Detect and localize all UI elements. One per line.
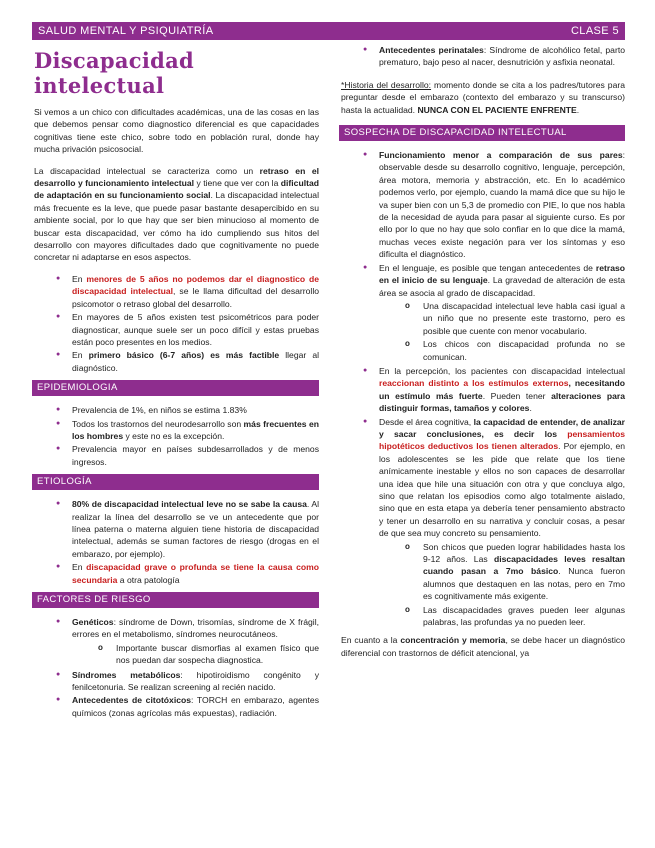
- list-item: ● En la percepción, los pacientes con discapacidad intelectual reaccionan distinto a los estímulos externos, necesitando un estímulo más fuerte. Pueden tener alteraciones para distinguir formas, tamaños y colores.: [379, 365, 625, 415]
- list-item: ● En el lenguaje, es posible que tengan antecedentes de retraso en el inicio de su lenguaje. La gravedad de alteración de esta área se asocia al grado de discapacidad. o Una discapacidad intelectual leve habla casi igual a un niño que no presente este trastorno, pero es posible que cuente con menor vocabulario. o Los chicos con discapacidad profunda no se comunican.: [379, 262, 625, 363]
- list-item: ● Prevalencia de 1%, en niños se estima 1.83%: [72, 404, 319, 416]
- sub-list-item: o Importante buscar dismorfias al examen físico que nos puedan dar sospecha diagnostica.: [116, 642, 319, 667]
- list-item: ● Prevalencia mayor en países subdesarrollados y de menos ingresos.: [72, 443, 319, 468]
- list-item: ● Síndromes metabólicos: hipotiroidismo congénito y fenilcetonuria. Se realizan screening al recién nacido.: [72, 669, 319, 694]
- list-item: ● 80% de discapacidad intelectual leve no se sabe la causa. Al realizar la línea del desarrollo se ve un antecedente que por línea paterna o materna alguien tiene historia de discapacidad intelectual, además se suman factores de riesgo (drogas en el embarazo, por ejemplo).: [72, 498, 319, 560]
- sub-list-item: o Las discapacidades graves pueden leer algunas palabras, las profundas ya no pueden leer.: [423, 604, 625, 629]
- perinatal-list: [341, 44, 625, 69]
- left-column: [34, 44, 319, 725]
- factores-list: [34, 616, 319, 719]
- sub-list-item: o Son chicos que pueden lograr habilidades hasta los 9-12 años. Las discapacidades leves resaltan cuando pasan a 7mo básico. Nunca fueron alumnos que destaquen en las notas, pero en 7mo es cognitivamente más exigente.: [423, 541, 625, 603]
- section-epidemiologia: EPIDEMIOLOGIA: [32, 380, 319, 396]
- section-sospecha: SOSPECHA DE DISCAPACIDAD INTELECTUAL: [339, 125, 625, 141]
- list-item: ● Genéticos: síndrome de Down, trisomías, síndrome de X frágil, errores en el metabolismo, síndromes neurocutáneos. o Importante buscar dismorfias al examen físico que nos puedan dar sospecha diagnostica.: [72, 616, 319, 667]
- list-item: ● En menores de 5 años no podemos dar el diagnostico de discapacidad intelectual, se le llama dificultad del desarrollo psicomotor o retraso global del desarrollo.: [72, 273, 319, 310]
- section-factores: FACTORES DE RIESGO: [32, 592, 319, 608]
- age-list: [34, 273, 319, 374]
- class-label: CLASE 5: [570, 25, 619, 37]
- etiologia-list: [34, 498, 319, 586]
- list-item: ● Desde el área cognitiva, la capacidad de entender, de analizar y sacar conclusiones, es decir los pensamientos hipotéticos deductivos los tienen alterados. Por ejemplo, en los adolescentes se les pide que relate que los tiene anímicamente inestable y ellos no son capaces de desarrollar una idea que hile una situación con otra y que concluya algo, sino que relatan los episodios como algo totalmente aislado, sino que en esta etapa ya debería tener pensamiento abstracto y tener un desarrollo en su narrativa y concluir cosas, a pesar de que sea muy concreto su pensamiento. o Son chicos que pueden lograr habilidades hasta los 9-12 años. Las discapacidades leves resaltan cuando pasan a 7mo básico. Nunca fueron alumnos que destaquen en las notas, pero en 7mo es cognitivamente más exigente. o Las discapacidades graves pueden leer algunas palabras, las profundas ya no pueden leer.: [379, 416, 625, 629]
- closing-paragraph: En cuanto a la concentración y memoria, se debe hacer un diagnóstico diferencial con trastornos de déficit atencional, ya: [341, 635, 625, 658]
- list-item: ● Antecedentes de citotóxicos: TORCH en embarazo, agentes químicos (zonas agrícolas más expuestas), radiación.: [72, 694, 319, 719]
- intro-paragraph: Si vemos a un chico con dificultades académicas, una de las cosas en las que debemos pensar como diagnostico diferencial es que capacidades cognitivas tiene este chico, sobre todo en población rural, donde hay mucha privación psicosocial.: [34, 107, 319, 155]
- right-column: [341, 44, 625, 668]
- sub-list: [379, 541, 625, 629]
- header-bar: [32, 22, 625, 40]
- section-etiologia: ETIOLOGÍA: [32, 474, 319, 490]
- historia-paragraph: *Historia del desarrollo: momento donde se cita a los padres/tutores para preguntar desde el embarazo (contexto del embarazo y su transcurso) hasta la actualidad. NUNCA CON EL PACIENTE ENFRENTE.: [341, 79, 626, 115]
- sub-list: [72, 642, 319, 667]
- epidemiologia-list: [34, 404, 319, 468]
- sub-list-item: o Los chicos con discapacidad profunda no se comunican.: [423, 338, 625, 363]
- list-item: ● En discapacidad grave o profunda se tiene la causa como secundaria a otra patología: [72, 561, 319, 586]
- list-item: ● Todos los trastornos del neurodesarrollo son más frecuentes en los hombres y este no es la excepción.: [72, 418, 319, 443]
- list-item: ● Antecedentes perinatales: Síndrome de alcohólico fetal, parto prematuro, bajo peso al nacer, desnutrición y asfixia neonatal.: [379, 44, 625, 69]
- page-title: Discapacidad intelectual: [34, 48, 195, 98]
- subject-label: SALUD MENTAL Y PSIQUIATRÍA: [38, 25, 214, 37]
- sub-list: [379, 300, 625, 363]
- sospecha-list: [341, 149, 625, 628]
- list-item: ● Funcionamiento menor a comparación de sus pares: observable desde su desarrollo cognitivo, lenguaje, percepción, área motora, memoria y abstracción, etc. En lo académico podemos verlo, por ejemplo, cuando la mamá dice que su hijo le va super bien con un 5,3 de promedio con PIE, lo que nos habla de la necesidad de ayuda para pasar al siguiente curso. Es por ello por lo que no hay que solo confiar en lo que dice la mamá, muchas veces existe negación para ver los síntomas y eso dificulta el diagnóstico.: [379, 149, 625, 261]
- list-item: ● En primero básico (6-7 años) es más factible llegar al diagnóstico.: [72, 349, 319, 374]
- list-item: ● En mayores de 5 años existen test psicométricos para poder diagnosticar, aunque suele ser un poco difícil y estas pruebas están poco presentes en los medios.: [72, 311, 319, 348]
- definition-paragraph: La discapacidad intelectual se caracteriza como un retraso en el desarrollo y funcionamiento intelectual y tiene que ver con la dificultad de adaptación en su funcionamiento social. La discapacidad intelectual más frecuente es la leve, que puede pasar bastante desapercibido en su ambiente social, por lo que hay que ser bien minucioso al momento de buscar esta discapacidad, ver cómo ha ido cumpliendo sus hitos del desarrollo con mayores dificultades dado que cognitivamente no puede concretar ni adaptarse en esos aspectos.: [34, 165, 319, 263]
- sub-list-item: o Una discapacidad intelectual leve habla casi igual a un niño que no presente este trastorno, pero es posible que cuente con menor vocabulario.: [423, 300, 625, 337]
